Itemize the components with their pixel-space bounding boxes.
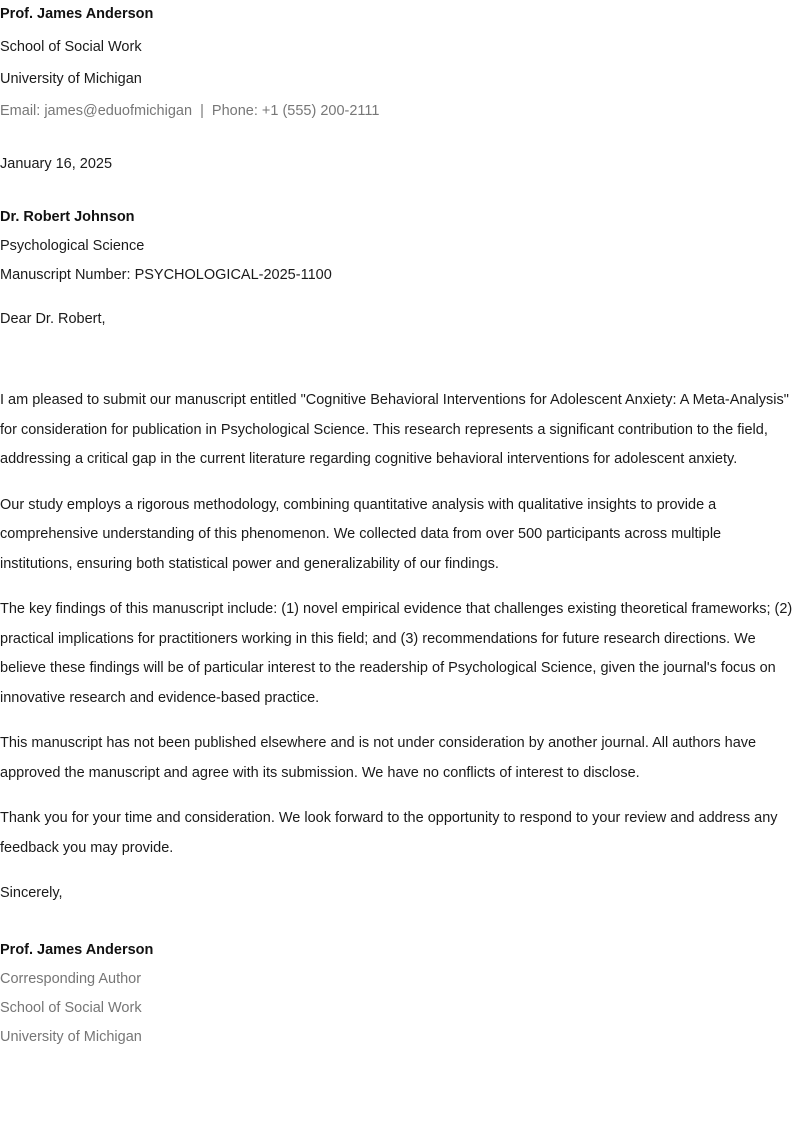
body-paragraph: The key findings of this manuscript include: (1) novel empirical evidence that challenges existing theoretical frameworks; (2) practical implications for practitioners working in this field; and (3) recommendations for future research directions. We believe these findings will be of particular interest to the readership of Psychological Science, given the journal's focus on innovative research and evidence-based practice. [0,601,793,706]
body-paragraph: Our study employs a rigorous methodology, combining quantitative analysis with qualitative insights to provide a comprehensive understanding of this phenomenon. We collected data from over 500 participants across multiple institutions, ensuring both statistical power and generalizability of our findings. [0,496,722,572]
closing-salutation: Sincerely, [0,885,63,901]
signature-block [0,942,794,1046]
signature-department: School of Social Work [0,999,142,1016]
sender-name: Prof. James Anderson [0,6,154,22]
signature-role: Corresponding Author [0,970,142,987]
manuscript-number: Manuscript Number: PSYCHOLOGICAL-2025-1100 [0,267,332,283]
body-paragraph: I am pleased to submit our manuscript entitled "Cognitive Behavioral Interventions for Adolescent Anxiety: A Meta-Analysis" for consideration for publication in Psychological Science. This research represents a significant contribution to the field, addressing a critical gap in the current literature regarding cognitive behavioral interventions for adolescent anxiety. [0,392,789,467]
salutation: Dear Dr. Robert, [0,311,106,327]
letter-body [0,386,794,909]
recipient-block [0,209,794,284]
body-paragraph: This manuscript has not been published elsewhere and is not under consideration by another journal. All authors have approved the manuscript and agree with its submission. We have no conflicts of interest to disclose. [0,735,757,781]
sender-contact-line: Email: james@eduofmichigan | Phone: +1 (555) 200-2111 [0,103,380,119]
recipient-name: Dr. Robert Johnson [0,209,135,225]
letter-date: January 16, 2025 [0,156,113,172]
signature-institution: University of Michigan [0,1028,142,1045]
body-paragraph: Thank you for your time and consideration. We look forward to the opportunity to respond to your review and address any feedback you may provide. [0,810,778,856]
sender-department: School of Social Work [0,39,142,55]
sender-institution: University of Michigan [0,71,142,87]
letterhead [0,0,794,120]
signature-name: Prof. James Anderson [0,941,154,958]
recipient-journal: Psychological Science [0,238,145,254]
